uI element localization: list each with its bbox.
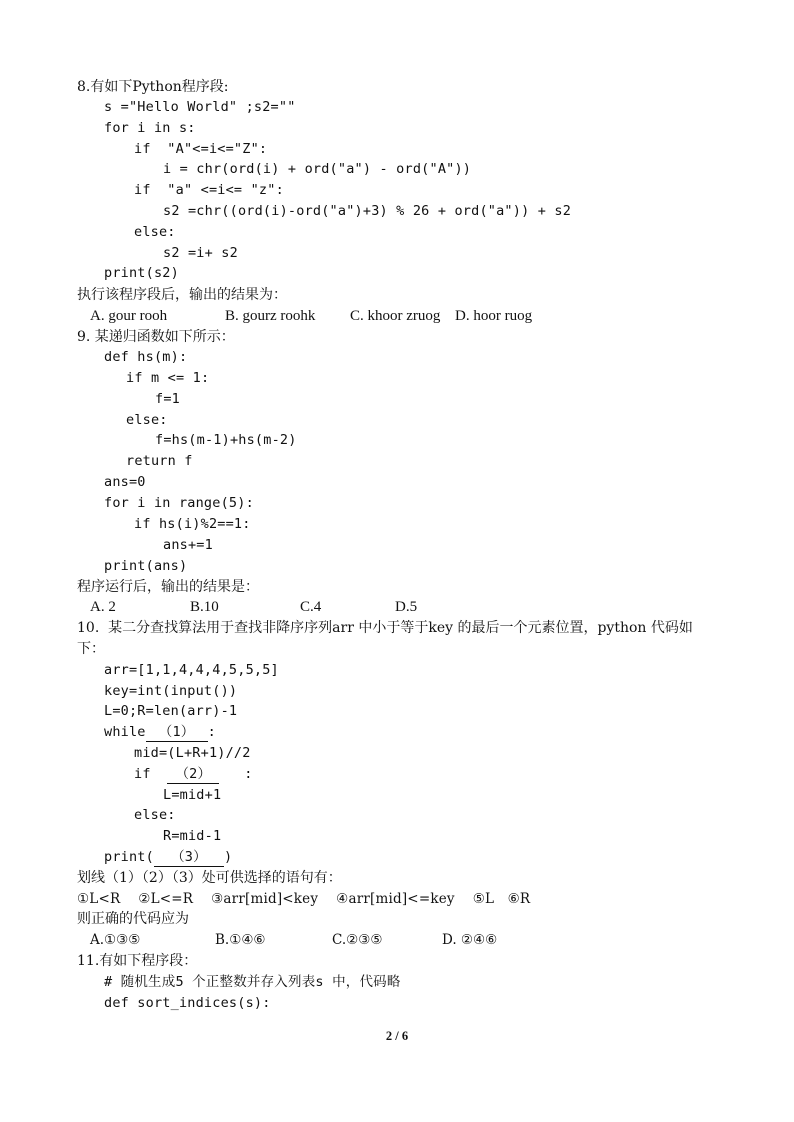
q9-title: 9. 某递归函数如下所示： xyxy=(77,329,235,345)
q9-code-line-6: return f xyxy=(126,453,193,469)
q9-option-d: D.5 xyxy=(395,599,418,615)
q8-code-line-9: print(s2) xyxy=(104,265,179,281)
q10-blank-1: （1） xyxy=(146,724,208,742)
q8-code-line-4: i = chr(ord(i) + ord("a") - ord("A")) xyxy=(163,161,472,177)
q9-code-line-2: if m <= 1: xyxy=(126,370,210,386)
q9-option-c: C.4 xyxy=(300,599,322,615)
q8-code-line-5: if "a" <=i<= "z": xyxy=(134,182,284,198)
q8-option-a: A. gour rooh xyxy=(90,308,168,324)
q10-option-c: C.②③⑤ xyxy=(332,932,383,948)
q9-option-a: A. 2 xyxy=(90,599,116,615)
q9-code-line-3: f=1 xyxy=(155,391,180,407)
q10-if-keyword: if xyxy=(134,766,151,782)
q10-title-continued: 下： xyxy=(77,641,105,657)
q11-title: 11.有如下程序段： xyxy=(77,953,198,969)
q10-code-line-9: R=mid-1 xyxy=(163,828,222,844)
q8-option-c: C. khoor zruog xyxy=(350,308,441,324)
q8-prompt: 执行该程序段后，输出的结果为： xyxy=(77,287,287,303)
q8-code-line-7: else: xyxy=(134,224,176,240)
q10-print-keyword: print( xyxy=(104,849,154,865)
q9-code-line-5: f=hs(m-1)+hs(m-2) xyxy=(155,432,297,448)
q9-code-line-11: print(ans) xyxy=(104,558,188,574)
q10-while-colon: : xyxy=(207,724,216,740)
q10-prompt: 则正确的代码应为 xyxy=(77,911,189,927)
q10-code-line-4 xyxy=(104,722,216,742)
q8-option-d: D. hoor ruog xyxy=(455,308,533,324)
q10-code-line-5: mid=(L+R+1)//2 xyxy=(134,745,251,761)
q10-code-line-8: else: xyxy=(134,807,176,823)
q10-choices: ①L<R ②L<=R ③arr[mid]<key ④arr[mid]<=key ⑤L ⑥R xyxy=(77,891,531,907)
q10-option-b: B.①④⑥ xyxy=(215,932,266,948)
q8-code-line-1: s ="Hello World" ;s2="" xyxy=(104,99,296,115)
q10-blank-2: （2） xyxy=(167,766,219,784)
q10-code-line-3: L=0;R=len(arr)-1 xyxy=(104,703,238,719)
q10-code-line-7: L=mid+1 xyxy=(163,787,222,803)
page-number: 2 / 6 xyxy=(385,1029,409,1043)
q8-option-b: B. gourz roohk xyxy=(225,308,316,324)
q10-code-line-6 xyxy=(134,764,253,784)
q8-title: 8.有如下Python程序段: xyxy=(77,79,229,95)
q8-code-line-3: if "A"<=i<="Z": xyxy=(134,141,268,157)
q9-code-line-9: if hs(i)%2==1: xyxy=(134,516,251,532)
q10-if-colon: : xyxy=(244,766,253,782)
q9-code-line-1: def hs(m): xyxy=(104,349,188,365)
q10-while-keyword: while xyxy=(104,724,146,740)
q11-code-line-2: def sort_indices(s): xyxy=(104,995,271,1011)
q9-code-line-8: for i in range(5): xyxy=(104,495,254,511)
q8-code-line-6: s2 =chr((ord(i)-ord("a")+3) % 26 + ord("a")) + s2 xyxy=(163,203,572,219)
q10-option-a: A.①③⑤ xyxy=(90,932,141,948)
q10-code-line-10 xyxy=(104,847,232,867)
q10-code-line-2: key=int(input()) xyxy=(104,683,238,699)
q10-blank-3: （3） xyxy=(154,849,224,867)
q9-prompt: 程序运行后，输出的结果是： xyxy=(77,579,259,595)
q10-choices-label: 划线（1）（2）（3）处可供选择的语句有： xyxy=(77,870,342,886)
q8-code-line-8: s2 =i+ s2 xyxy=(163,245,238,261)
q9-code-line-10: ans+=1 xyxy=(163,537,213,553)
q10-code-line-1: arr=[1,1,4,4,4,5,5,5] xyxy=(104,662,279,678)
q10-option-d: D. ②④⑥ xyxy=(442,932,498,948)
q9-code-line-7: ans=0 xyxy=(104,474,146,490)
q11-code-line-1: # 随机生成5 个正整数并存入列表s 中，代码略 xyxy=(104,974,401,990)
q9-option-b: B.10 xyxy=(190,599,219,615)
q10-title: 10. 某二分查找算法用于查找非降序序列arr 中小于等于key 的最后一个元素位置，python 代码如 xyxy=(77,620,693,636)
q10-print-close: ) xyxy=(223,849,233,865)
q8-code-line-2: for i in s: xyxy=(104,120,196,136)
q9-code-line-4: else: xyxy=(126,412,168,428)
